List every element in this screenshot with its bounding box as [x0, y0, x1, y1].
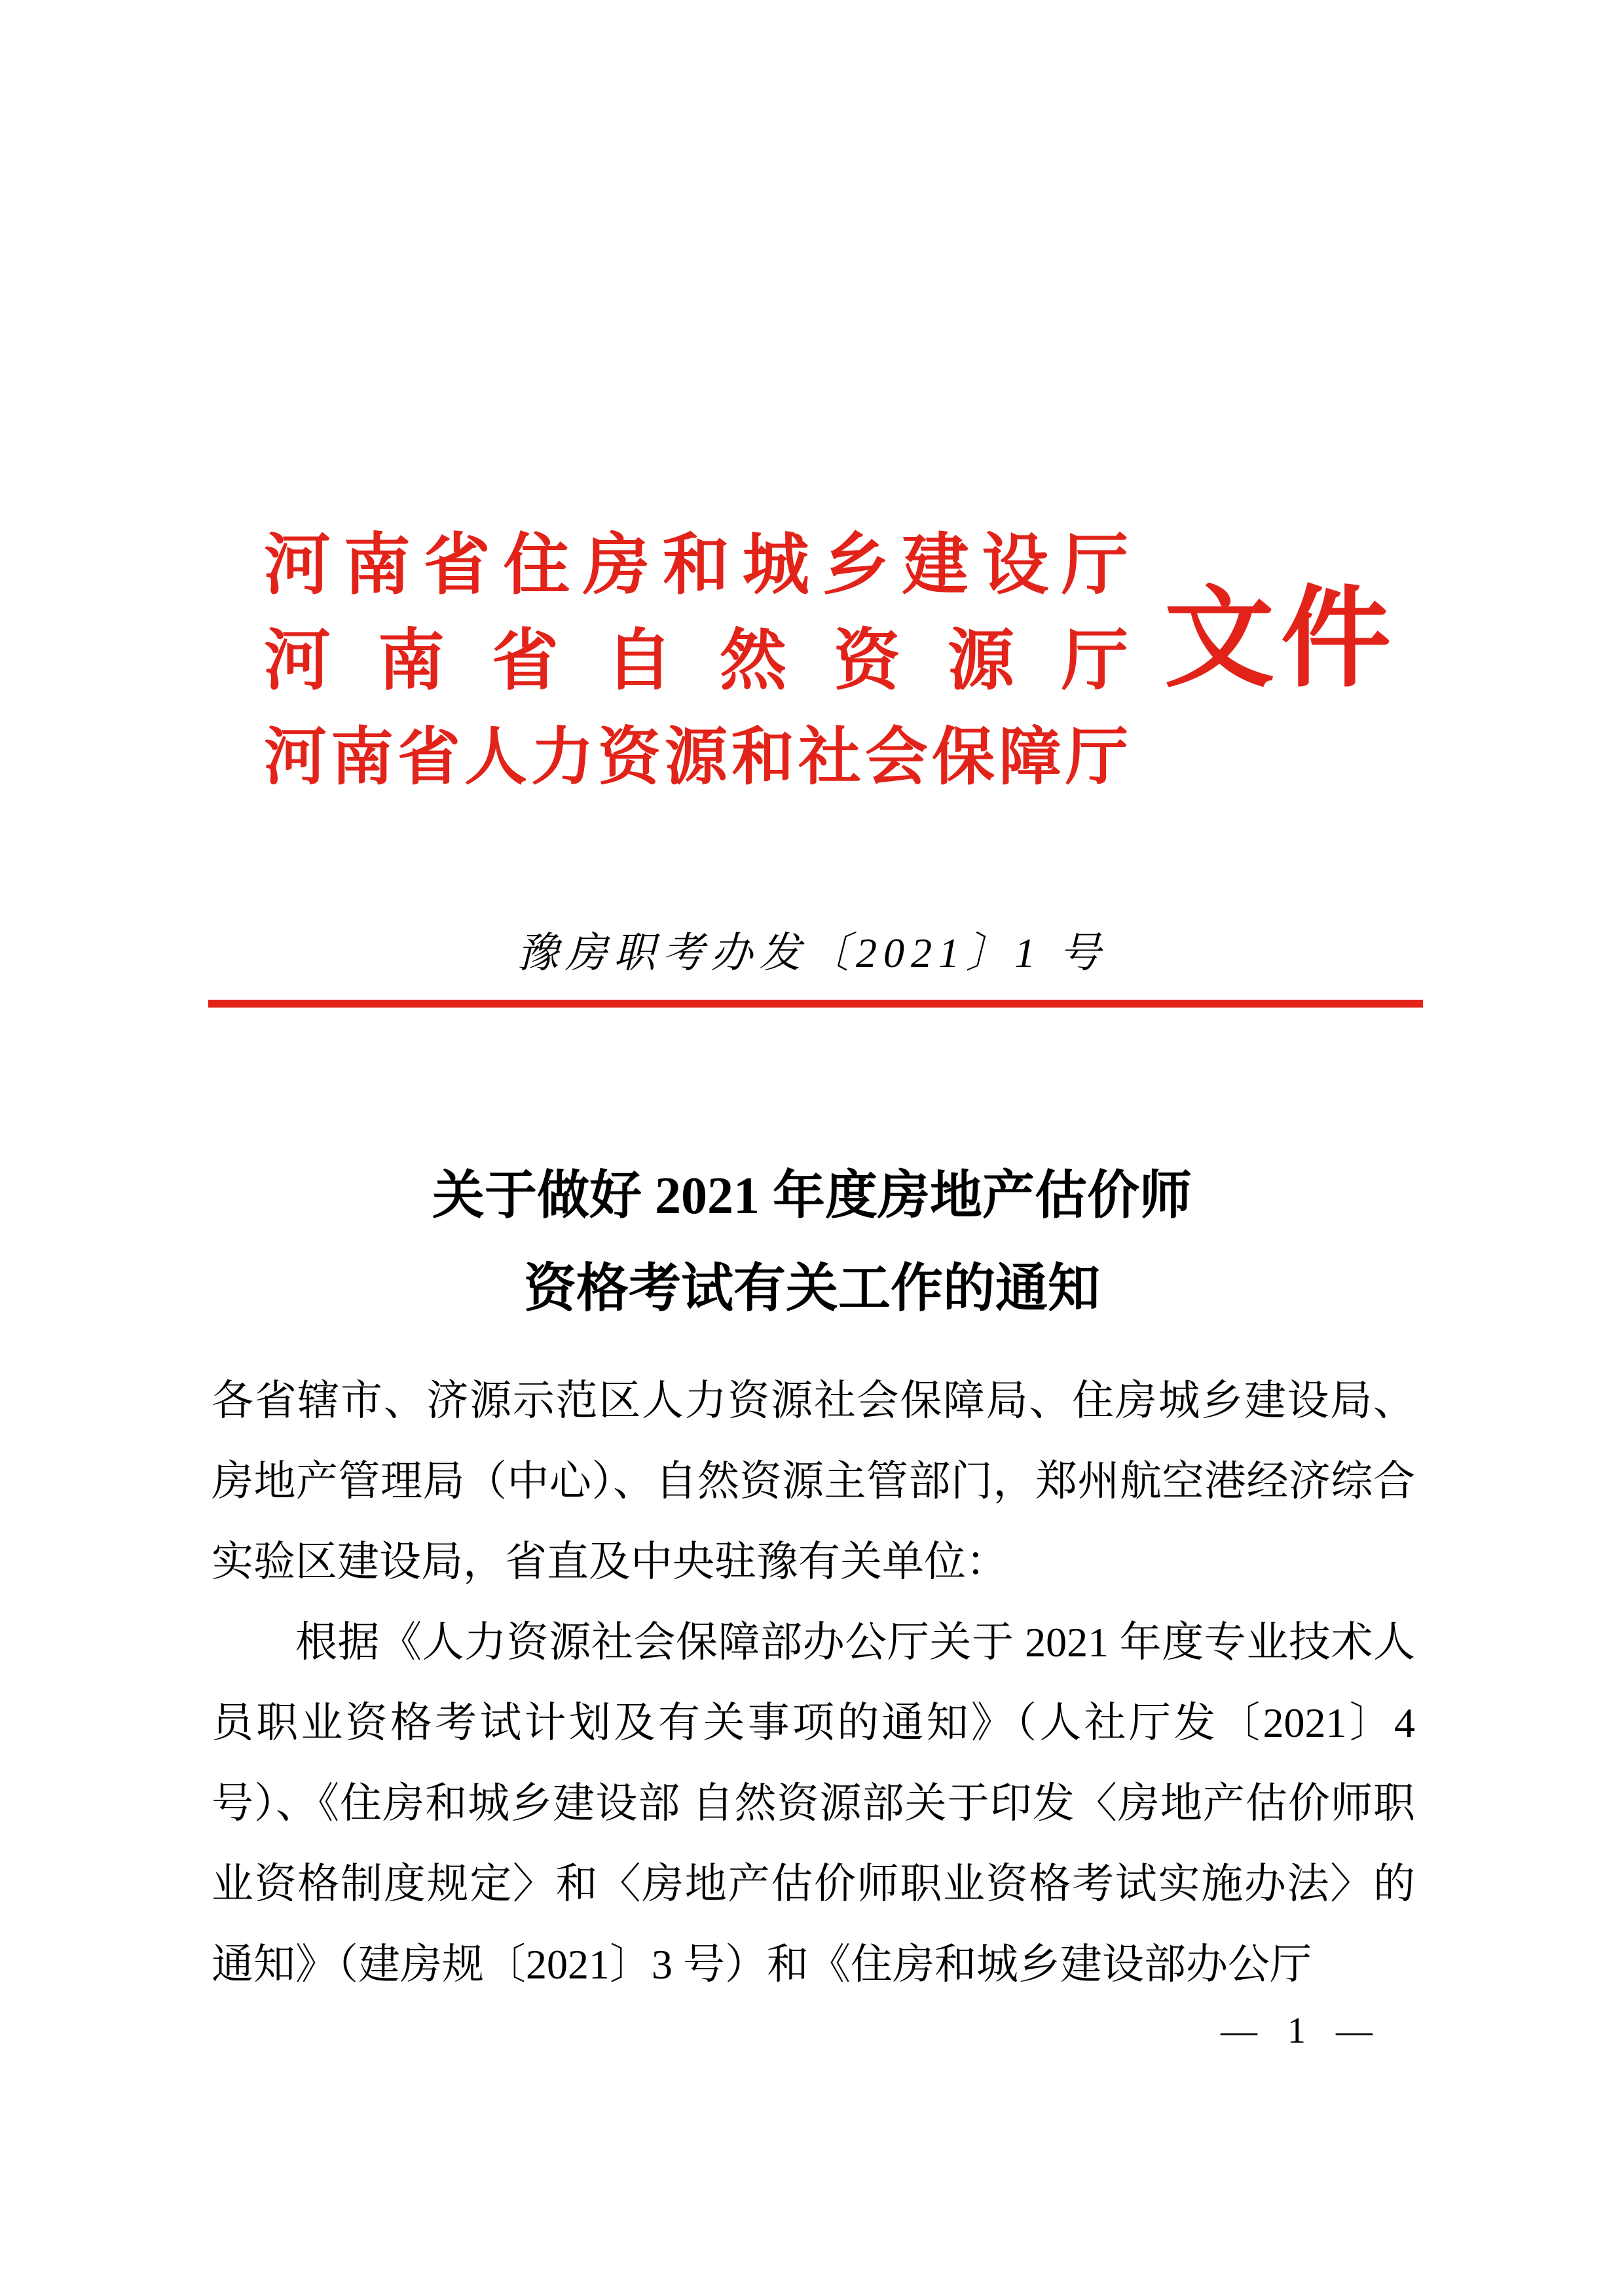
addressee-paragraph: 各省辖市、济源示范区人力资源社会保障局、住房城乡建设局、房地产管理局（中心）、自然资源主管部门，郑州航空港经济综合实验区建设局，省直及中央驻豫有关单位：: [212, 1377, 1415, 1585]
red-divider-line: [208, 1000, 1423, 1008]
agency-name-human-resources: 河南省人力资源和社会保障厅: [264, 722, 1128, 792]
doc-reference-number: 豫房职考办发〔2021〕1 号: [517, 930, 1107, 976]
agency-name-natural-resources: 河南省自然资源厅: [264, 625, 1128, 699]
doc-type-label: 文件: [1164, 579, 1397, 701]
document-body: [212, 1360, 1415, 2005]
letterhead: [264, 519, 1128, 805]
document-title: [0, 1150, 1624, 1336]
basis-paragraph: 根据《人力资源社会保障部办公厅关于 2021 年度专业技术人员职业资格考试计划及有关事项的通知》（人社厅发〔2021〕4 号）、《住房和城乡建设部 自然资源部关于印发〈房地产估价师职业资格制度规定〉和〈房地产估价师职业资格考试实施办法〉的通知》（建房规〔2021〕3 号）和《住房和城乡建设部办公厅: [212, 1619, 1415, 1988]
document-title-line-1: 关于做好 2021 年度房地产估价师: [432, 1167, 1192, 1225]
page-number: — 1 —: [1221, 2011, 1383, 2051]
document-title-line-2: 资格考试有关工作的通知: [524, 1260, 1100, 1318]
agency-name-housing-urban-rural: 河南省住房和城乡建设厅: [264, 529, 1128, 603]
